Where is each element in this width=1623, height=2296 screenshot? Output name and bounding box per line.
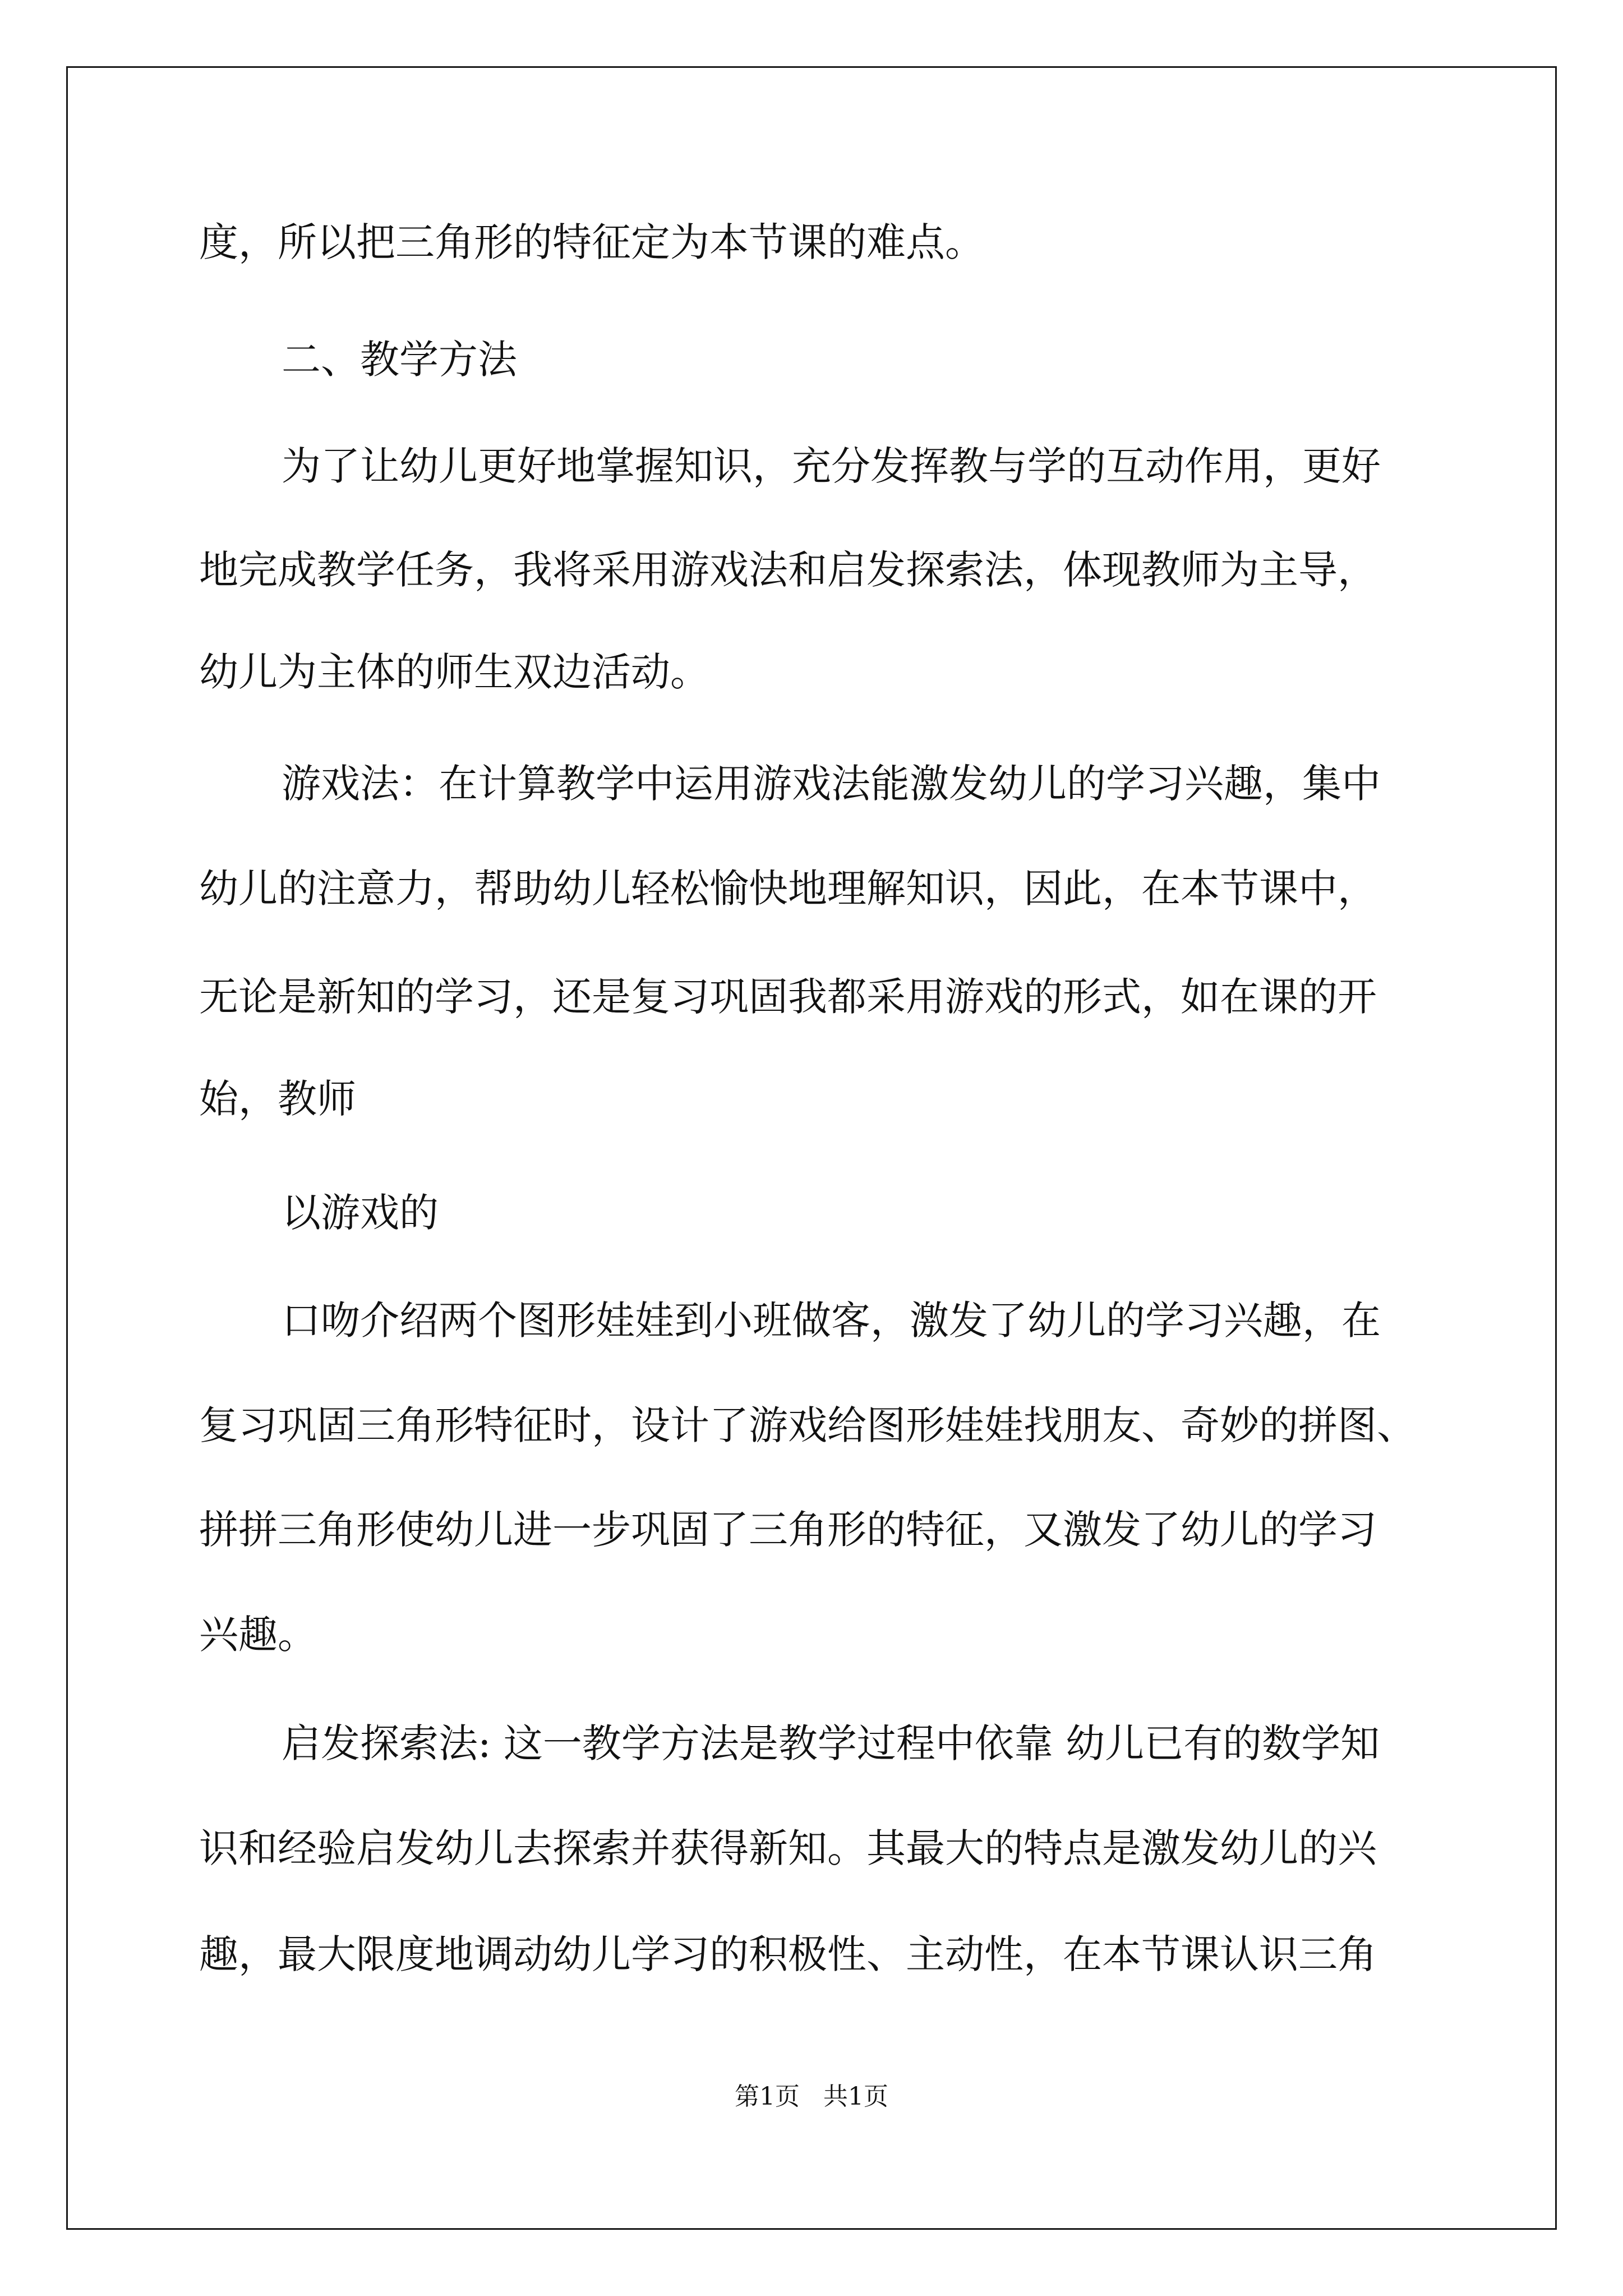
section-heading: 二、教学方法 bbox=[282, 337, 517, 383]
text-line: 幼儿为主体的师生双边活动。 bbox=[199, 649, 709, 695]
text-line: 趣，最大限度地调动幼儿学习的积极性、主动性，在本节课认识三角 bbox=[199, 1931, 1377, 1977]
text-line: 启发探索法: 这一教学方法是教学过程中依靠 幼儿已有的数学知 bbox=[282, 1720, 1380, 1766]
text-line: 口吻介绍两个图形娃娃到小班做客，激发了幼儿的学习兴趣，在 bbox=[282, 1297, 1381, 1343]
text-line: 以游戏的 bbox=[282, 1190, 439, 1236]
page-number-footer: 第1页 共1页 bbox=[735, 2082, 888, 2111]
text-line: 识和经验启发幼儿去探索并获得新知。其最大的特点是激发幼儿的兴 bbox=[199, 1825, 1377, 1871]
text-line: 游戏法：在计算教学中运用游戏法能激发幼儿的学习兴趣，集中 bbox=[282, 761, 1381, 807]
page-border bbox=[66, 66, 1557, 2230]
text-line: 为了让幼儿更好地掌握知识，充分发挥教与学的互动作用，更好 bbox=[282, 443, 1381, 489]
text-line: 幼儿的注意力，帮助幼儿轻松愉快地理解知识，因此，在本节课中， bbox=[199, 866, 1377, 912]
text-line: 始，教师 bbox=[199, 1076, 356, 1122]
text-line: 度，所以把三角形的特征定为本节课的难点。 bbox=[199, 219, 984, 265]
text-line: 无论是新知的学习，还是复习巩固我都采用游戏的形式，如在课的开 bbox=[199, 974, 1377, 1020]
text-line: 兴趣。 bbox=[199, 1612, 317, 1658]
text-line: 复习巩固三角形特征时，设计了游戏给图形娃娃找朋友、奇妙的拼图、 bbox=[199, 1402, 1416, 1448]
text-line: 地完成教学任务，我将采用游戏法和启发探索法，体现教师为主导， bbox=[199, 547, 1377, 593]
text-line: 拼拼三角形使幼儿进一步巩固了三角形的特征，又激发了幼儿的学习 bbox=[199, 1507, 1377, 1553]
